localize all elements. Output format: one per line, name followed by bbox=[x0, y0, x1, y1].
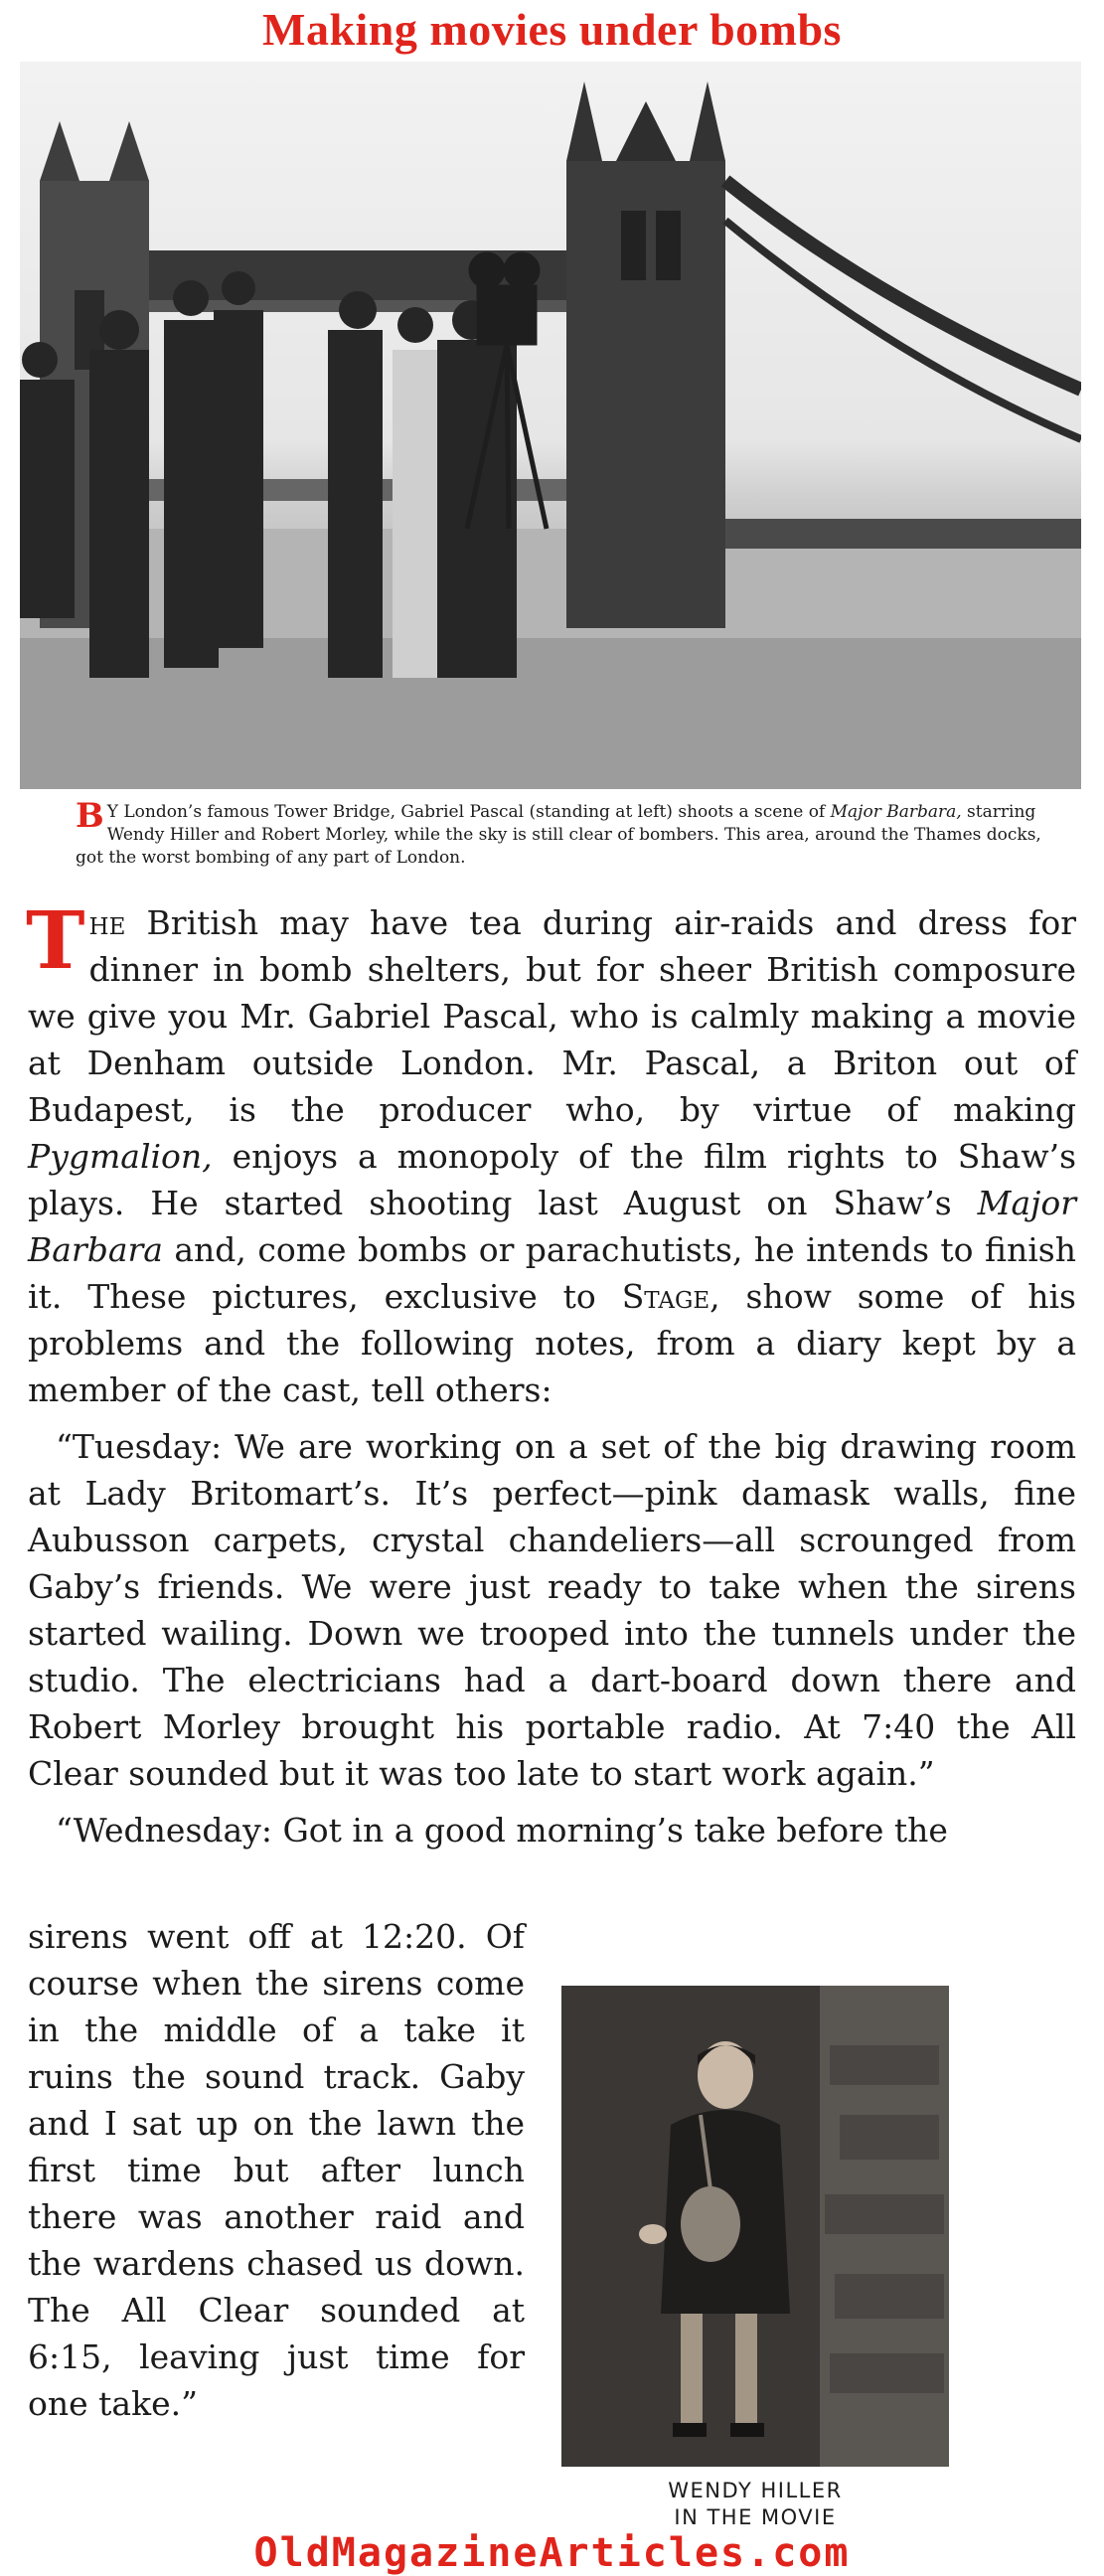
intro-italic-pygmalion: Pygmalion, bbox=[28, 1137, 213, 1176]
caption-italic-title: Major Barbara, bbox=[830, 802, 962, 822]
caption-text-2: starring Wendy Hiller and Robert Morley, while the sky is still clear of bombers. This area, around the Thames docks, got the worst bombing of any part of London. bbox=[76, 802, 1041, 868]
intro-text-a: British may have tea during air-raids and dress for dinner in bomb shelters, but for sheer British composure we give you Mr. Gabriel Pascal, who is calmly making a movie at Denham outside London. Mr. Pascal, a Briton out of Budapest, is the producer who, by virtue of making bbox=[28, 903, 1076, 1129]
site-footer-link[interactable]: OldMagazineArticles.com bbox=[253, 2530, 851, 2576]
photo-caption bbox=[76, 796, 1069, 870]
intro-stage-name: Stage bbox=[621, 1277, 710, 1316]
wendy-hiller-photo bbox=[561, 1986, 949, 2467]
inset-caption-line-1: WENDY HILLER bbox=[668, 2479, 843, 2502]
inset-caption-line-2: IN THE MOVIE bbox=[674, 2505, 837, 2529]
article-narrow-column bbox=[28, 1913, 525, 2427]
article-body bbox=[26, 893, 1076, 1863]
inset-photo-caption bbox=[561, 2478, 949, 2531]
caption-dropcap: B bbox=[76, 796, 104, 836]
intro-text-b: enjoys a monopoly of the film rights to Shaw’s plays. He started shooting last August on Shaw’s bbox=[28, 1137, 1076, 1222]
caption-text-1: Y London’s famous Tower Bridge, Gabriel Pascal (standing at left) shoots a scene of bbox=[106, 802, 831, 822]
intro-italic-major-barbara: Major Barbara bbox=[28, 1184, 1076, 1269]
tower-bridge-photo bbox=[20, 62, 1081, 789]
paragraph-wednesday-first-line: “Wednesday: Got in a good morning’s take before the bbox=[56, 1811, 948, 1850]
paragraph-tuesday: “Tuesday: We are working on a set of the big drawing room at Lady Britomart’s. It’s perfect—pink damask walls, fine Aubusson carpets, crystal chandeliers—all scrounged from Gaby’s friends. We were just ready to take when the sirens started wailing. Down we trooped into the tunnels under the studio. The electricians had a dart-board down there and Robert Morley brought his portable radio. At 7:40 the All Clear sounded but it was too late to start work again.” bbox=[28, 1427, 1076, 1793]
headline: Making movies under bombs bbox=[262, 4, 842, 55]
intro-text-d: , show some of his problems and the following notes, from a diary kept by a member of the cast, tell others: bbox=[28, 1277, 1076, 1409]
article-dropcap: T bbox=[26, 893, 85, 987]
intro-text-c: and, come bombs or parachutists, he intends to finish it. These pictures, exclusive to bbox=[28, 1230, 1076, 1316]
intro-smallcaps: he bbox=[88, 903, 126, 942]
paragraph-intro bbox=[26, 893, 1076, 1413]
paragraph-wednesday-rest: sirens went off at 12:20. Of course when the sirens come in the middle of a take it ruins the sound track. Gaby and I sat up on the lawn the first time but after lunch there was another raid and the wardens chased us down. The All Clear sounded at 6:15, leaving just time for one take.” bbox=[28, 1917, 525, 2423]
